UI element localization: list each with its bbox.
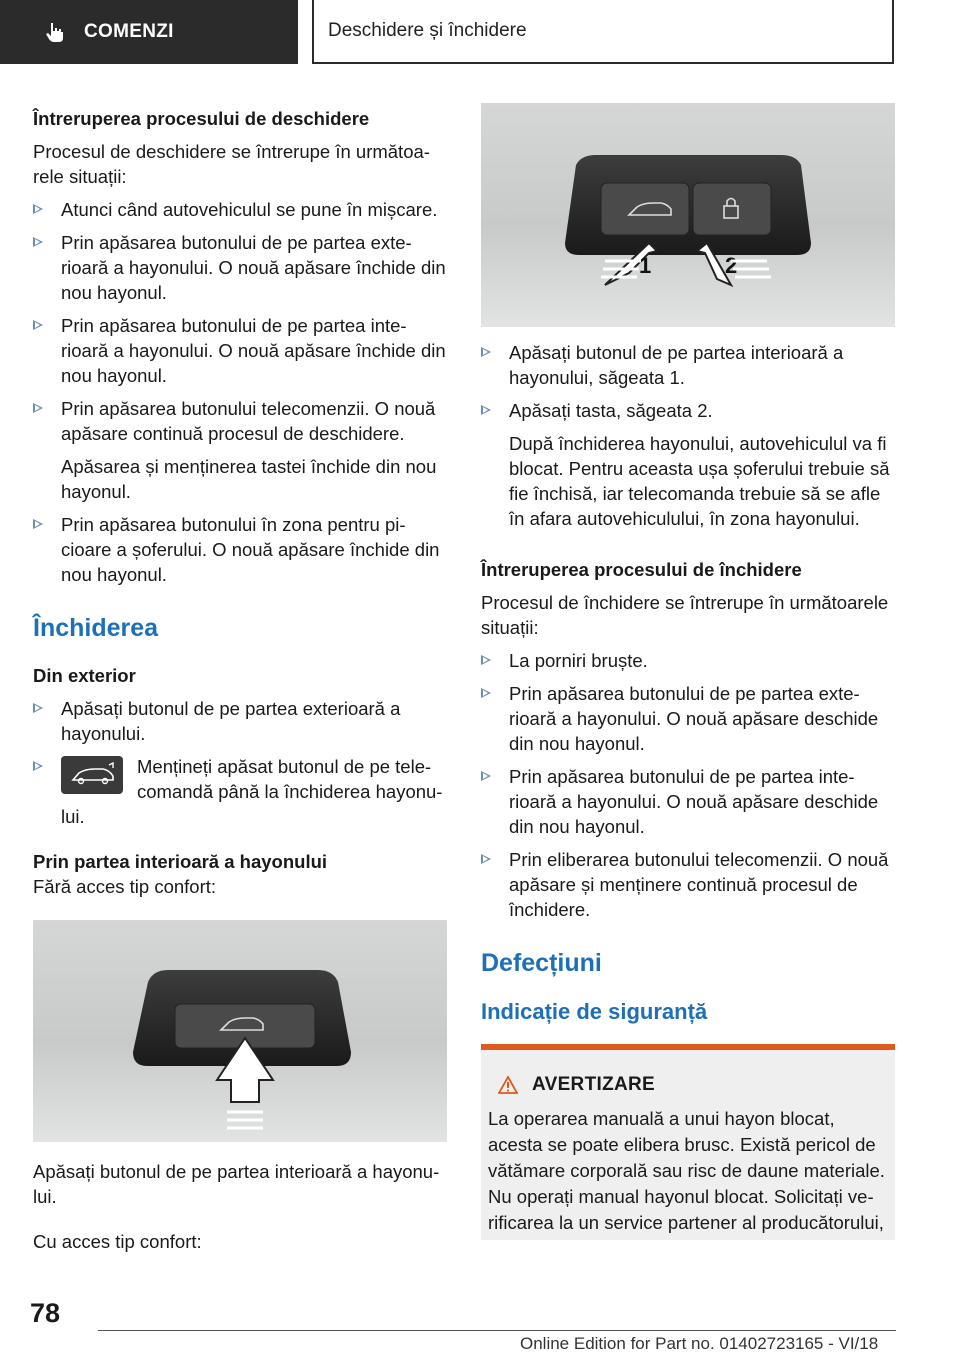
- paragraph-close-interrupt: Procesul de închidere se întrerupe în următoarele situații:: [481, 592, 889, 638]
- heading-closing: Închiderea: [33, 614, 159, 642]
- bullet-triangle-icon: [481, 347, 491, 357]
- list-item: Prin apăsarea butonului de pe partea inte-rioară a hayonului. O nouă apăsare închide din nou hayonul.: [33, 313, 449, 388]
- bullet-triangle-icon: [33, 703, 43, 713]
- bullet-triangle-icon: [33, 237, 43, 247]
- chapter-label: Deschidere și închidere: [328, 20, 527, 41]
- list-item: Apăsați tasta, săgeata 2. După închiderea hayonului, autovehiculul va fi blocat. Pentru aceasta ușa șoferului trebuie să fie închisă, iar telecomanda trebuie să se afle în afara autovehiculului, în zona hayonului.: [481, 398, 899, 531]
- warning-title: AVERTIZARE: [488, 1072, 888, 1098]
- list-item: Prin eliberarea butonului telecomenzii. O nouă apăsare și menținere continuă procesul de închidere.: [481, 847, 899, 922]
- close-interrupt-list: [481, 648, 899, 922]
- heading-interior: Prin partea interioară a hayonului: [33, 851, 328, 872]
- bullet-triangle-icon: [33, 761, 43, 771]
- bullet-triangle-icon: [481, 854, 491, 864]
- bullet-triangle-icon: [481, 771, 491, 781]
- bullet-triangle-icon: [33, 204, 43, 214]
- section-tab[interactable]: [0, 0, 298, 64]
- bullet-triangle-icon: [481, 405, 491, 415]
- bullet-triangle-icon: [33, 519, 43, 529]
- list-item: Apăsați butonul de pe partea exterioară a hayonului.: [33, 696, 449, 746]
- paragraph-comfort: Cu acces tip confort:: [33, 1231, 202, 1252]
- heading-safety-note: Indicație de siguranță: [481, 999, 708, 1024]
- bullet-triangle-icon: [481, 688, 491, 698]
- list-item: Atunci când autovehiculul se pune în mișcare.: [33, 197, 449, 222]
- warning-text: La operarea manuală a unui hayon blocat, acesta se poate elibera brusc. Există pericol de vătămare corporală sau risc de daune materiale. Nu operați manual hayonul blocat. Solicitați ve-rificarea la un service partener al producătorului,: [488, 1108, 885, 1233]
- heading-exterior: Din exterior: [33, 665, 136, 686]
- heading-close-interrupt: Întreruperea procesului de închidere: [481, 559, 802, 580]
- page-footer: [0, 1290, 960, 1362]
- list-item: Mențineți apăsat butonul de pe tele-comandă până la închiderea hayonu-lui.: [33, 754, 449, 829]
- list-item-note: Apăsarea și menținerea tastei închide din nou hayonul.: [61, 456, 437, 502]
- arrow-label-1: 1: [639, 253, 652, 278]
- hand-pointer-icon: [44, 21, 66, 43]
- heading-faults: Defecțiuni: [481, 949, 602, 977]
- bullet-triangle-icon: [33, 403, 43, 413]
- list-item-note: După închiderea hayonului, autovehiculul va fi blocat. Pentru aceasta ușa șoferului trebuie să fie închisă, iar telecomanda trebuie să se afle în afara autovehiculului, în zona hayonului.: [509, 433, 890, 529]
- heading-open-interrupt: Întreruperea procesului de deschidere: [33, 108, 370, 129]
- remote-tailgate-button-icon: [61, 756, 123, 794]
- list-item: Prin apăsarea butonului de pe partea inte-rioară a hayonului. O nouă apăsare deschide din nou hayonul.: [481, 764, 899, 839]
- warning-triangle-icon: [498, 1076, 518, 1094]
- bullet-triangle-icon: [33, 320, 43, 330]
- arrow-label-2: 2: [725, 253, 738, 278]
- comfort-steps-list: [481, 340, 899, 531]
- open-interrupt-list: [33, 197, 449, 587]
- photo-caption: Apăsați butonul de pe partea interioară a hayonu-lui.: [33, 1161, 440, 1207]
- page-header: [0, 0, 960, 70]
- edition-text: Online Edition for Part no. 01402723165 - VI/18: [520, 1334, 879, 1353]
- bullet-triangle-icon: [481, 655, 491, 665]
- list-item: Prin apăsarea butonului de pe partea exte-rioară a hayonului. O nouă apăsare deschide din nou hayonul.: [481, 681, 899, 756]
- chapter-tab[interactable]: [312, 0, 894, 64]
- footer-divider: [98, 1330, 896, 1331]
- page-number: 78: [30, 1298, 61, 1328]
- list-item: Prin apăsarea butonului telecomenzii. O nouă apăsare continuă procesul de deschidere. Apăsarea și menținerea tastei închide din nou hayonul.: [33, 396, 449, 504]
- list-item: Prin apăsarea butonului în zona pentru pi-cioare a șoferului. O nouă apăsare închide din nou hayonul.: [33, 512, 449, 587]
- list-item: La porniri bruște.: [481, 648, 899, 673]
- paragraph-open-interrupt: Procesul de deschidere se întrerupe în următoa-rele situații:: [33, 141, 430, 187]
- warning-box: [481, 1044, 895, 1240]
- section-label: COMENZI: [84, 21, 174, 42]
- right-column: [481, 340, 899, 1026]
- list-item: Prin apăsarea butonului de pe partea exte-rioară a hayonului. O nouă apăsare închide din nou hayonul.: [33, 230, 449, 305]
- list-item: Apăsați butonul de pe partea interioară a hayonului, săgeata 1.: [481, 340, 899, 390]
- paragraph-no-comfort: Fără acces tip confort:: [33, 876, 217, 897]
- tailgate-single-button-photo: [33, 920, 447, 1142]
- tailgate-two-buttons-photo: [481, 103, 895, 327]
- exterior-list: [33, 696, 449, 829]
